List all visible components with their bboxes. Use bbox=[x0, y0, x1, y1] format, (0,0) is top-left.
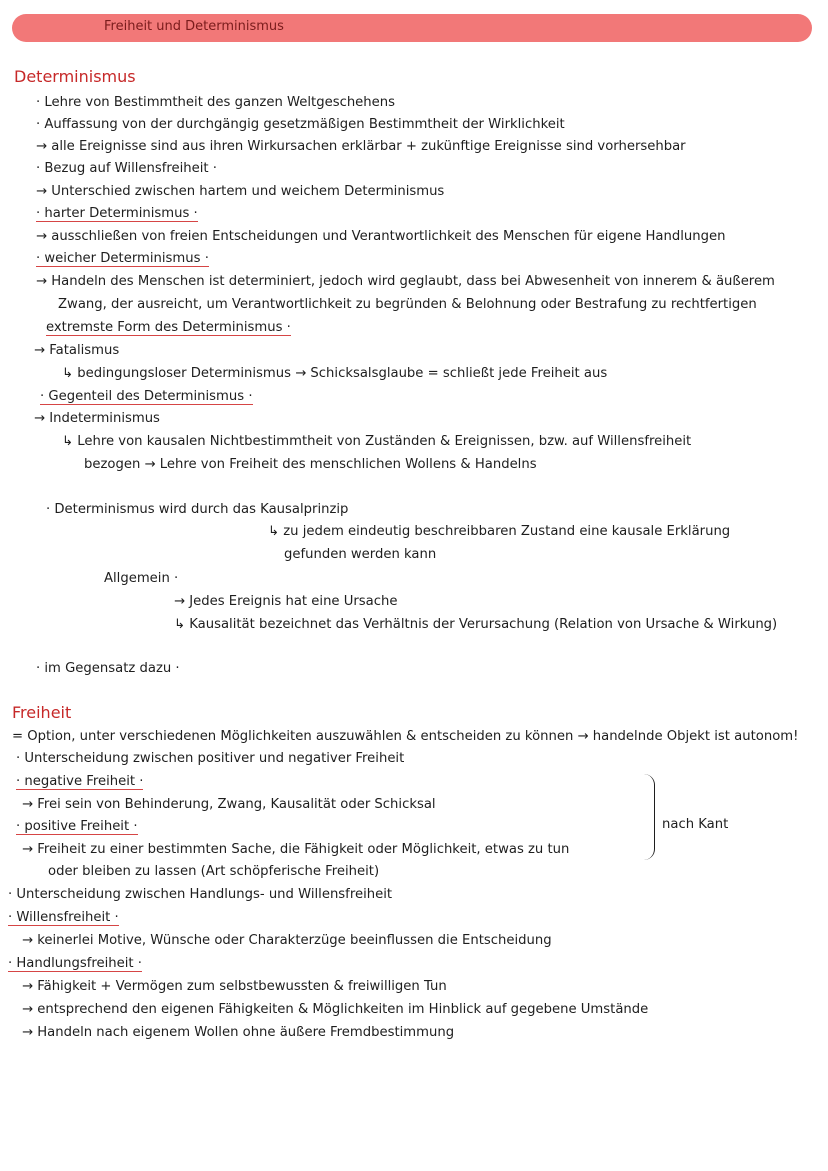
weicher-determinismus-text-1: → Handeln des Menschen ist determiniert, jedoch wird geglaubt, dass bei Abwesenheit von innerem & äußerem bbox=[36, 274, 775, 289]
freiheit-heading: Freiheit bbox=[12, 703, 72, 722]
allgemein-label: Allgemein · bbox=[104, 571, 179, 586]
header-banner bbox=[12, 14, 812, 42]
page-title: Freiheit und Determinismus bbox=[104, 19, 284, 34]
positive-freiheit-label: · positive Freiheit · bbox=[16, 819, 138, 834]
harter-determinismus-text: → ausschließen von freien Entscheidungen und Verantwortlichkeit des Menschen für eigene Handlungen bbox=[36, 229, 726, 244]
fatalismus: → Fatalismus bbox=[34, 343, 120, 358]
determinismus-heading: Determinismus bbox=[14, 67, 136, 86]
gegenteil-label: · Gegenteil des Determinismus · bbox=[40, 389, 253, 404]
handlungsfreiheit-2: → entsprechend den eigenen Fähigkeiten & Möglichkeiten im Hinblick auf gegebene Umstände bbox=[22, 1002, 649, 1017]
det-line-4: · Bezug auf Willensfreiheit · bbox=[36, 161, 217, 176]
willensfreiheit-label: · Willensfreiheit · bbox=[8, 910, 119, 925]
freiheit-definition: = Option, unter verschiedenen Möglichkeiten auszuwählen & entscheiden zu können → handelnde Objekt ist autonom! bbox=[12, 729, 799, 744]
kausalprinzip-sub-1: ↳ zu jedem eindeutig beschreibbaren Zustand eine kausale Erklärung bbox=[268, 524, 731, 539]
kausalprinzip-line: · Determinismus wird durch das Kausalprinzip bbox=[46, 502, 349, 517]
kausalprinzip-sub-2: gefunden werden kann bbox=[284, 547, 437, 562]
handlungsfreiheit-label: · Handlungsfreiheit · bbox=[8, 956, 142, 971]
extremste-form-label: extremste Form des Determinismus · bbox=[46, 320, 291, 335]
harter-determinismus-label: · harter Determinismus · bbox=[36, 206, 198, 221]
handlungsfreiheit-3: → Handeln nach eigenem Wollen ohne äußere Fremdbestimmung bbox=[22, 1025, 455, 1040]
unterscheidung-handlung-wille: · Unterscheidung zwischen Handlungs- und Willensfreiheit bbox=[8, 887, 393, 902]
willensfreiheit-text: → keinerlei Motive, Wünsche oder Charakterzüge beeinflussen die Entscheidung bbox=[22, 933, 552, 948]
indeterminismus-sub-1: ↳ Lehre von kausalen Nichtbestimmtheit von Zuständen & Ereignissen, bzw. auf Willensfreiheit bbox=[62, 434, 692, 449]
weicher-determinismus-text-2: Zwang, der ausreicht, um Verantwortlichkeit zu begründen & Belohnung oder Bestrafung zu rechtfertigen bbox=[58, 297, 757, 312]
allgemein-line-2: ↳ Kausalität bezeichnet das Verhältnis der Verursachung (Relation von Ursache & Wirkung) bbox=[174, 617, 778, 632]
negative-freiheit-text: → Frei sein von Behinderung, Zwang, Kausalität oder Schicksal bbox=[22, 797, 436, 812]
negative-freiheit-label: · negative Freiheit · bbox=[16, 774, 144, 789]
indeterminismus-sub-2: bezogen → Lehre von Freiheit des menschlichen Wollens & Handelns bbox=[84, 457, 537, 472]
weicher-determinismus-label: · weicher Determinismus · bbox=[36, 251, 209, 266]
indeterminismus: → Indeterminismus bbox=[34, 411, 160, 426]
det-line-3: → alle Ereignisse sind aus ihren Wirkursachen erklärbar + zukünftige Ereignisse sind vorhersehbar bbox=[36, 139, 686, 154]
positive-freiheit-text-2: oder bleiben zu lassen (Art schöpferische Freiheit) bbox=[48, 864, 380, 879]
unterscheidung-positiv-negativ: · Unterscheidung zwischen positiver und negativer Freiheit bbox=[16, 751, 405, 766]
fatalismus-sub: ↳ bedingungsloser Determinismus → Schicksalsglaube = schließt jede Freiheit aus bbox=[62, 366, 608, 381]
positive-freiheit-text-1: → Freiheit zu einer bestimmten Sache, die Fähigkeit oder Möglichkeit, etwas zu tun bbox=[22, 842, 570, 857]
handlungsfreiheit-1: → Fähigkeit + Vermögen zum selbstbewussten & freiwilligen Tun bbox=[22, 979, 447, 994]
curly-brace bbox=[644, 774, 655, 860]
allgemein-line-1: → Jedes Ereignis hat eine Ursache bbox=[174, 594, 398, 609]
det-line-2: · Auffassung von der durchgängig gesetzmäßigen Bestimmtheit der Wirklichkeit bbox=[36, 117, 565, 132]
det-line-5: → Unterschied zwischen hartem und weichem Determinismus bbox=[36, 184, 445, 199]
gegensatz-line: · im Gegensatz dazu · bbox=[36, 661, 180, 676]
nach-kant-note: nach Kant bbox=[662, 817, 729, 832]
det-line-1: · Lehre von Bestimmtheit des ganzen Weltgeschehens bbox=[36, 95, 395, 110]
